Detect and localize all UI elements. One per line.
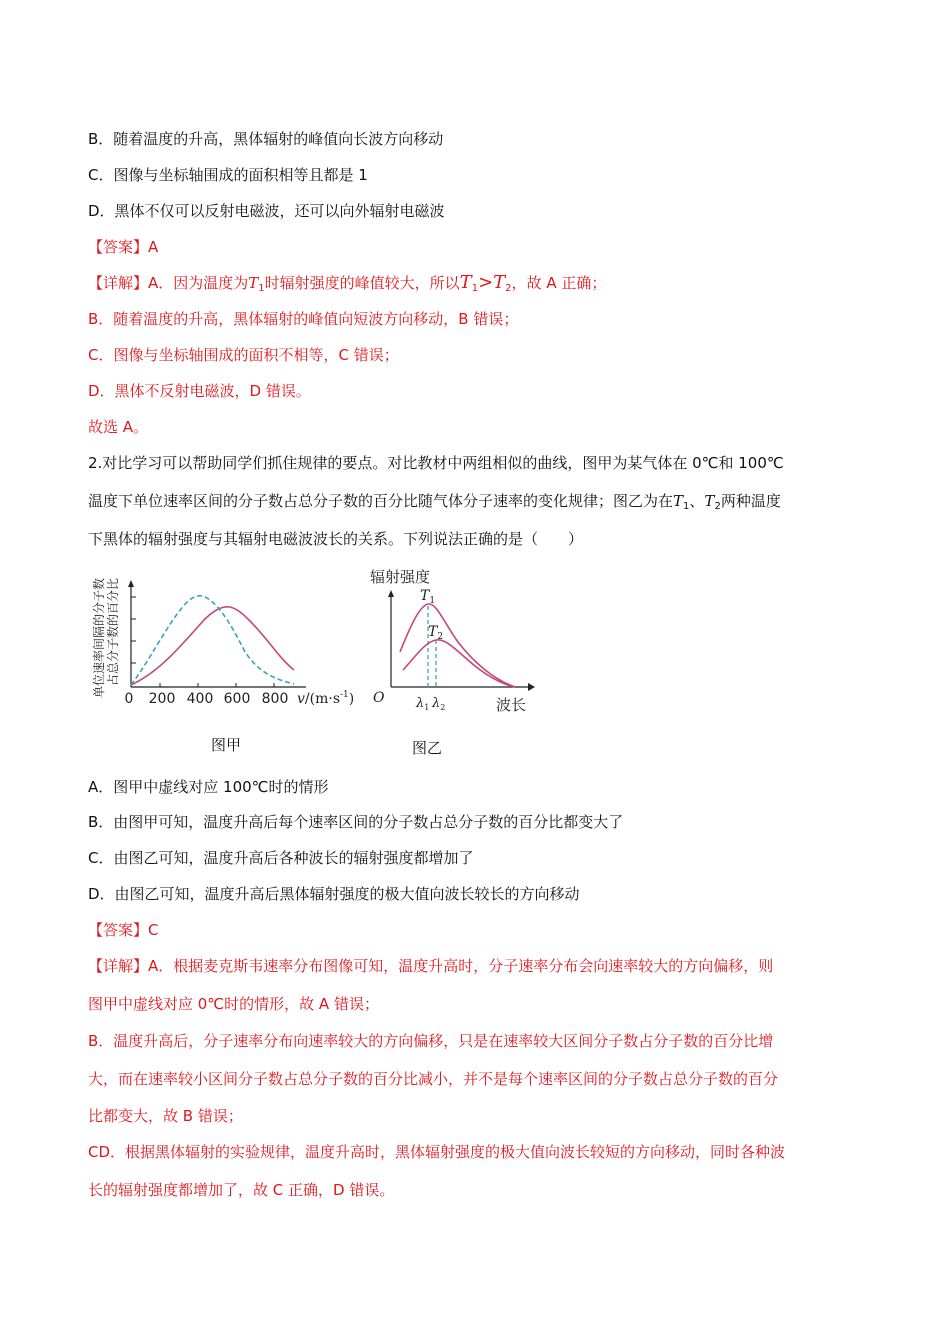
- q2-detail-cd2: 长的辐射强度都增加了，故 C 正确，D 错误。: [88, 1181, 395, 1199]
- fig-yi-curve-t1: [400, 604, 515, 687]
- fig-yi-l2: λ: [432, 696, 441, 711]
- q2-stem-t1-sub: 1: [683, 501, 690, 512]
- fig-jia-xlabel-v: v: [297, 691, 305, 707]
- q1-answer: 【答案】A: [88, 238, 159, 256]
- q1-ineq-t2: T: [493, 272, 506, 293]
- q2-detail-cd1: CD．根据黑体辐射的实验规律，温度升高时，黑体辐射强度的极大值向波长较短的方向移动，同时各种波: [88, 1143, 786, 1161]
- fig-jia-solid-curve: [131, 607, 294, 685]
- fig-yi-lambda2: [431, 696, 445, 712]
- q2-stem-line3: 下黑体的辐射强度与其辐射电磁波波长的关系。下列说法正确的是（ ）: [88, 530, 584, 548]
- fig-yi-t2-label: [428, 624, 443, 642]
- fig-yi-t2-sub: 2: [437, 632, 444, 642]
- fig-jia-xlabel-exp: -1: [340, 690, 349, 700]
- fig-jia-tick-800: 800: [261, 691, 289, 707]
- q1-detail-a-pre: 【详解】A．因为温度为: [88, 274, 249, 292]
- fig-yi-t2: T: [428, 624, 438, 640]
- q2-detail-b3: 比都变大，故 B 错误；: [88, 1107, 243, 1125]
- fig-yi-xlabel: 波长: [496, 696, 527, 714]
- q2-stem-line1: 2.对比学习可以帮助同学们抓住规律的要点。对比教材中两组相似的曲线，图甲为某气体在 0℃和 100℃: [88, 454, 784, 472]
- fig-jia-tick-600: 600: [223, 691, 251, 707]
- q2-stem-line2-pre: 温度下单位速率区间的分子数占总分子数的百分比随气体分子速率的变化规律；图乙为在: [88, 492, 674, 510]
- fig-jia-y-arrow: [128, 580, 134, 587]
- fig-jia-caption: 图甲: [211, 736, 242, 754]
- fig-yi-caption: 图乙: [412, 739, 443, 757]
- fig-jia-xlabel-unit: /(m·s: [304, 691, 341, 707]
- q2-stem-t1: T: [673, 492, 684, 510]
- fig-yi-t1-sub: 1: [429, 596, 436, 606]
- fig-jia-tick-0: 0: [124, 691, 134, 707]
- fig-jia-dashed-curve: [131, 596, 294, 685]
- fig-yi-l2-sub: 2: [440, 703, 446, 712]
- q1-detail-t1-sub: 1: [258, 283, 265, 294]
- fig-yi-ylabel: 辐射强度: [370, 568, 431, 586]
- figure-jia: [84, 560, 355, 720]
- q1-detail-a-post: ，故 A 正确；: [511, 274, 607, 292]
- q2-option-a: A．图甲中虚线对应 100℃时的情形: [88, 778, 329, 796]
- fig-jia-tick-400: 400: [186, 691, 214, 707]
- fig-yi-l1: λ: [416, 696, 425, 711]
- fig-yi-t1-label: [420, 588, 435, 606]
- q2-stem-line2: [88, 491, 781, 517]
- q2-detail-a2: 图甲中虚线对应 0℃时的情形，故 A 错误；: [88, 995, 379, 1013]
- q2-stem-t2: T: [704, 492, 715, 510]
- fig-jia-xlabel: [297, 690, 354, 707]
- fig-jia-ylabel-2: 占总分子数的百分比: [106, 578, 120, 687]
- figure-yi: [370, 562, 540, 722]
- q1-ineq-t2-sub: 2: [505, 283, 512, 294]
- q2-stem-sep: 、: [689, 492, 705, 510]
- q1-detail-b: B．随着温度的升高，黑体辐射的峰值向短波方向移动，B 错误；: [88, 310, 519, 328]
- q2-option-b: B．由图甲可知，温度升高后每个速率区间的分子数占总分子数的百分比都变大了: [88, 813, 624, 831]
- q1-detail-d: D．黑体不反射电磁波，D 错误。: [88, 382, 311, 400]
- q1-detail-c: C．图像与坐标轴围成的面积不相等，C 错误；: [88, 346, 399, 364]
- q1-ineq-t1: T: [459, 272, 472, 293]
- q1-option-c: C．图像与坐标轴围成的面积相等且都是 1: [88, 166, 368, 184]
- q1-choose: 故选 A。: [88, 418, 149, 436]
- q1-detail-a-mid: 时辐射强度的峰值较大，所以: [264, 274, 460, 292]
- q2-detail-b1: B．温度升高后，分子速率分布向速率较大的方向偏移，只是在速率较大区间分子数占分子数的百分比增: [88, 1032, 774, 1050]
- fig-jia-xlabel-close: ): [348, 691, 355, 707]
- q1-detail-a: [88, 273, 606, 299]
- q1-ineq-t1-sub: 1: [471, 283, 479, 294]
- q2-detail-a1: 【详解】A．根据麦克斯韦速率分布图像可知，温度升高时，分子速率分布会向速率较大的方向偏移，则: [88, 957, 774, 975]
- fig-jia-ticks: [131, 597, 274, 687]
- fig-yi-t1: T: [420, 588, 430, 604]
- fig-yi-x-arrow: [528, 683, 535, 691]
- fig-yi-l1-sub: 1: [424, 703, 430, 712]
- fig-jia-tick-200: 200: [148, 691, 176, 707]
- q1-ineq-gt: >: [478, 272, 494, 293]
- fig-jia-ylabel-1: 单位速率间隔的分子数: [92, 578, 106, 699]
- q2-detail-b2: 大，而在速率较小区间分子数占总分子数的百分比减小，并不是每个速率区间的分子数占总分子数的百分: [88, 1070, 779, 1088]
- fig-yi-origin: O: [373, 690, 385, 706]
- q2-option-c: C．由图乙可知，温度升高后各种波长的辐射强度都增加了: [88, 849, 474, 867]
- q2-stem-t2-sub: 2: [714, 501, 721, 512]
- q2-stem-line2-post: 两种温度: [720, 492, 781, 510]
- q1-option-d: D．黑体不仅可以反射电磁波，还可以向外辐射电磁波: [88, 202, 445, 220]
- fig-yi-y-arrow: [388, 590, 394, 597]
- fig-yi-lambda1: [415, 696, 429, 712]
- q1-option-b: B．随着温度的升高，黑体辐射的峰值向长波方向移动: [88, 130, 444, 148]
- q2-option-d: D．由图乙可知，温度升高后黑体辐射强度的极大值向波长较长的方向移动: [88, 885, 580, 903]
- q2-answer: 【答案】C: [88, 921, 159, 939]
- q1-detail-t1: T: [248, 274, 259, 292]
